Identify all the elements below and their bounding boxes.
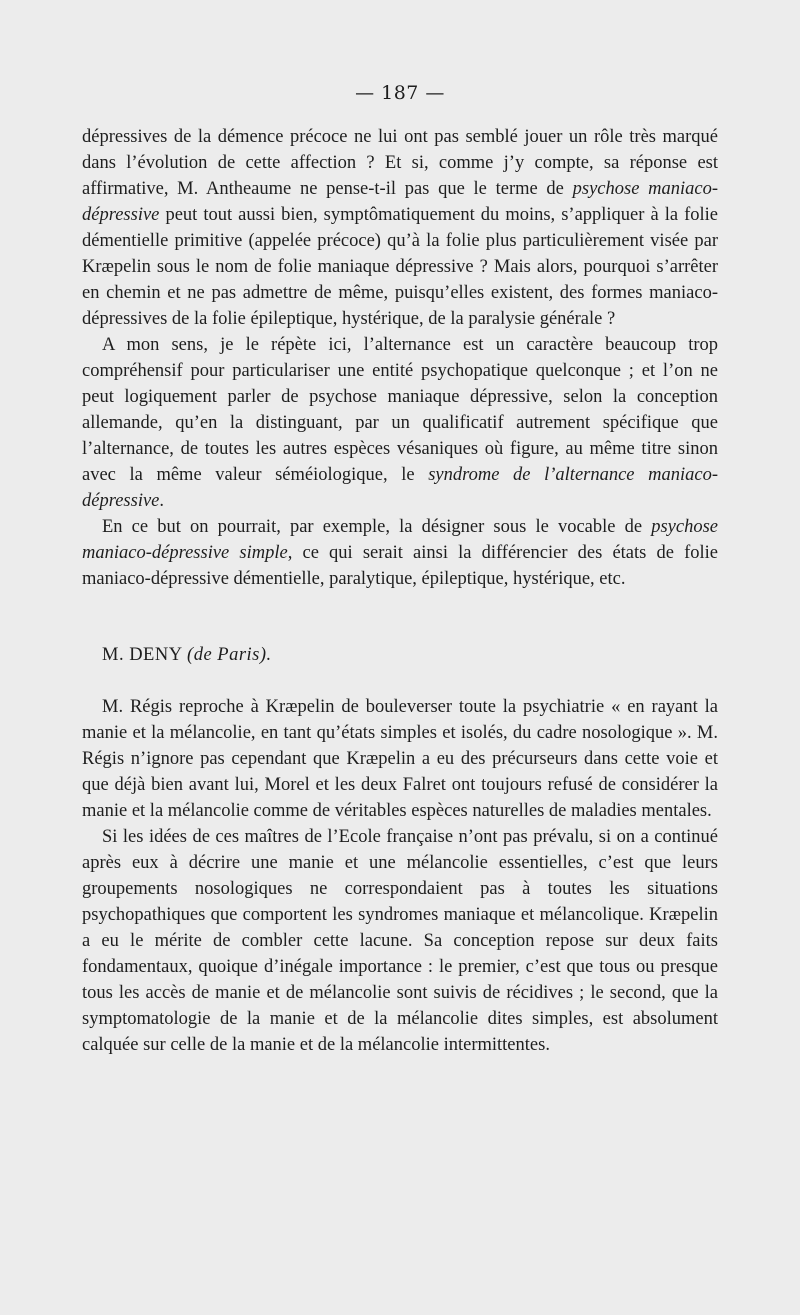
italic-term-simple: psychose maniaco-dépressive simple xyxy=(82,517,718,563)
paragraph-5 xyxy=(82,824,718,1058)
speaker-city: (de Paris). xyxy=(187,645,272,665)
text-run: Si les idées de ces maîtres de l’Ecole française n’ont pas prévalu, si on a continué après eux à décrire une manie et une mélancolie essentielles, c’est que leurs groupements nosologiques ne correspondaient pas à toutes les situations psychopathiques que comportent les syndromes maniaque et mélancolique. Kræpelin a eu le mérite de combler cette lacune. Sa conception repose sur deux faits fondamentaux, quoique d’inégale importance : le premier, c’est que tous ou presque tous les accès de manie et de mélancolie sont suivis de récidives ; le second, que la symptomatologie de la manie et de la mélancolie dites simples, est absolument calquée sur celle de la manie et de la mélancolie intermittentes. xyxy=(82,827,718,1055)
text-run: En ce but on pourrait, par exemple, la désigner sous le vocable de xyxy=(102,517,652,537)
italic-term-syndrome: syndrome de l’alternance maniaco-dépressive xyxy=(82,465,719,511)
paragraph-1 xyxy=(82,124,718,332)
text-run: , ce qui serait ainsi la différencier des états de folie maniaco-dépressive démentielle, paralytique, épileptique, hystérique, etc. xyxy=(82,543,718,589)
text-run: M. Régis reproche à Kræpelin de bouleverser toute la psychiatrie « en rayant la manie et la mélancolie, en tant qu’états simples et isolés, du cadre nosologique ». M. Régis n’ignore pas cependant que Kræpelin a eu des précurseurs dans cette voie et que déjà bien avant lui, Morel et les deux Falret ont toujours refusé de considérer la manie et la mélancolie comme de véritables espèces naturelles de maladies mentales. xyxy=(82,697,718,821)
body-text xyxy=(82,124,718,1058)
page-number: — 187 — xyxy=(355,82,445,104)
text-run: A mon sens, je le répète ici, l’alternance est un caractère beaucoup trop compréhensif pour particulariser une entité psychopatique quelconque ; et l’on ne peut logiquement parler de psychose maniaque dépressive, selon la conception allemande, qu’en la distinguant, par un qualificatif autrement spécifique que l’alternance, de toutes les autres espèces vésaniques où figure, au même titre sinon avec la même valeur séméiologique, le xyxy=(82,335,718,485)
text-run: dépressives de la démence précoce ne lui ont pas semblé jouer un rôle très marqué dans l’évolution de cette affection ? Et si, comme j’y compte, sa réponse est affirmative, M. Antheaume ne pense-t-il pas que le terme de xyxy=(82,127,718,199)
spacer xyxy=(82,592,718,642)
text-run: . xyxy=(159,491,165,511)
spacer xyxy=(82,668,718,694)
paragraph-4 xyxy=(82,694,718,824)
paragraph-2 xyxy=(82,332,718,514)
speaker-name: M. DENY xyxy=(102,645,182,665)
italic-term-psychose: psychose maniaco-dépressive xyxy=(82,179,718,225)
paragraph-3 xyxy=(82,514,718,592)
text-run: peut tout aussi bien, symptômatiquement du moins, s’appliquer à la folie démentielle primitive (appelée précoce) qu’à la folie plus particulièrement visée par Kræpelin sous le nom de folie maniaque dépressive ? Mais alors, pourquoi s’arrêter en chemin et ne pas admettre de même, puisqu’elles existent, des formes maniaco-dépressives de la folie épileptique, hystérique, de la paralysie générale ? xyxy=(82,205,718,329)
speaker-heading xyxy=(102,642,718,668)
